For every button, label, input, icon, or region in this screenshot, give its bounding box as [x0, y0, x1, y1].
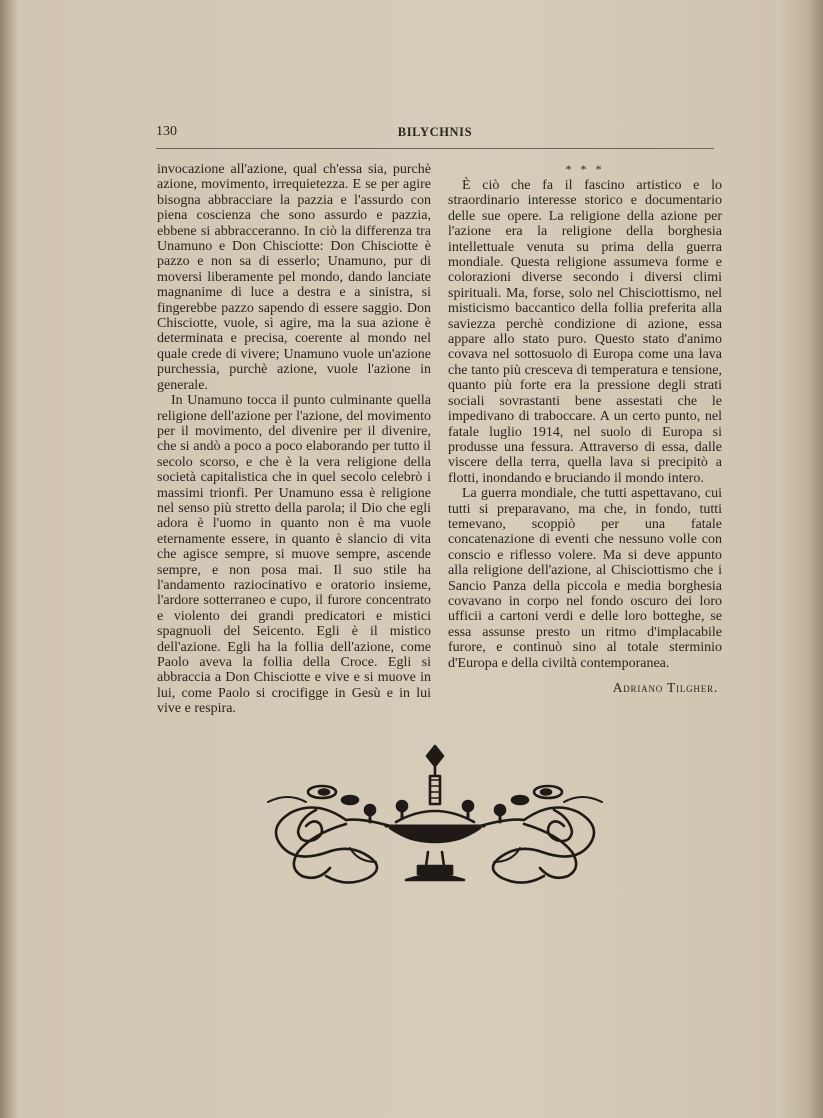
author-signature: Adriano Tilgher. [612, 680, 718, 695]
paragraph: In Unamuno tocca il punto culminante quella religione dell'azione per l'azione, del movimento per il movimento, del divenire per il divenire, che si andò a poco a poco elaborando per tutto il secolo scorso, e che è la vera religione della società capitalistica che in quel secolo celebrò i massimi trionfi. Per Unamuno essa è religione nel senso più stretto della parola; il Dio che egli adora è l'uomo in quanto non è ma vuole eternamente essere, in quanto è slancio di vita che agisce sempre, si muove sempre, ascende sempre, e non posa mai. Il suo stile ha l'andamento raziocinativo e oratorio insieme, l'ardore sotterraneo e cupo, il furore concentrato e violento dei grandi predicatori e mistici spagnuoli del Seicento. Egli è il mistico dell'azione. Egli ha la follia dell'azione, come Paolo aveva la follia della Croce. Egli si abbraccia a Don Chisciotte e vive e si muove in lui, come Paolo si crocifigge in Gesù e in lui vive e respira. [157, 393, 431, 717]
header-rule [156, 148, 714, 149]
paragraph: La guerra mondiale, che tutti aspettavano, cui tutti si preparavano, ma che, in fondo, tutti temevano, scoppiò per una fatale concatenazione di eventi che nessuno volle con conscio e riflesso volere. Ma si deve appunto alla religione dell'azione, al Chisciottismo che i Sancio Panza della piccola e media borghesia covavano in corpo nel fondo oscuro dei loro ufficii a cartoni verdi e delle loro botteghe, se essa assunse presto un ritmo d'implacabile furore, e continuò sino al totale sterminio d'Europa e della civiltà contemporanea. [448, 486, 722, 671]
paragraph: invocazione all'azione, qual ch'essa sia, purchè azione, movimento, irrequietezza. E se per agire bisogna abbracciare la pazzia e l'assurdo con piena coscienza che sono assurdo e pazzia, ebbene si abbracceranno. In ciò la differenza tra Unamuno e Don Chisciotte: Don Chisciotte è pazzo e non sa di esserlo; Unamuno, pur di moversi liberamente pel mondo, dando lanciate magnanime di luce a destra e a sinistra, si fingerebbe pazzo sapendo di essere saggio. Don Chisciotte, vuole, sì agire, ma la sua azione è determinata e precisa, coerente al mondo nel quale crede di vivere; Unamuno vuole un'azione purchessia, purchè azione, vuole l'azione in generale. [157, 162, 431, 393]
section-break: * * * [565, 162, 605, 176]
left-column [157, 162, 431, 717]
running-head [156, 124, 714, 144]
journal-title: BILYCHNIS [397, 125, 473, 139]
oil-lamp-ornament-icon [258, 740, 612, 890]
paragraph: È ciò che fa il fascino artistico e lo straordinario interesse storico e documentario delle sue opere. La religione della azione per l'azione era la religione della borghesia intellettuale venuta su prima della guerra mondiale. Questa religione assumeva forme e colorazioni diverse secondo i diversi climi spirituali. Ma, forse, solo nel Chisciottismo, nel misticismo baccantico della follia preferita alla saviezza perchè condizione di azione, essa appare allo stato puro. Questo stato d'animo covava nel sottosuolo di Europa come una lava che tanto più cresceva di temperatura e tensione, quanto più forte era la pressione degli strati sociali sovrastanti bene assestati che le impedivano di traboccare. A un certo punto, nel fatale luglio 1914, nel suolo di Europa si produsse una fessura. Attraverso di essa, dalle viscere della terra, quella lava si precipitò a flotti, inondando e bruciando il mondo intero. [448, 178, 722, 486]
right-column [448, 162, 722, 695]
page-number: 130 [156, 124, 177, 139]
